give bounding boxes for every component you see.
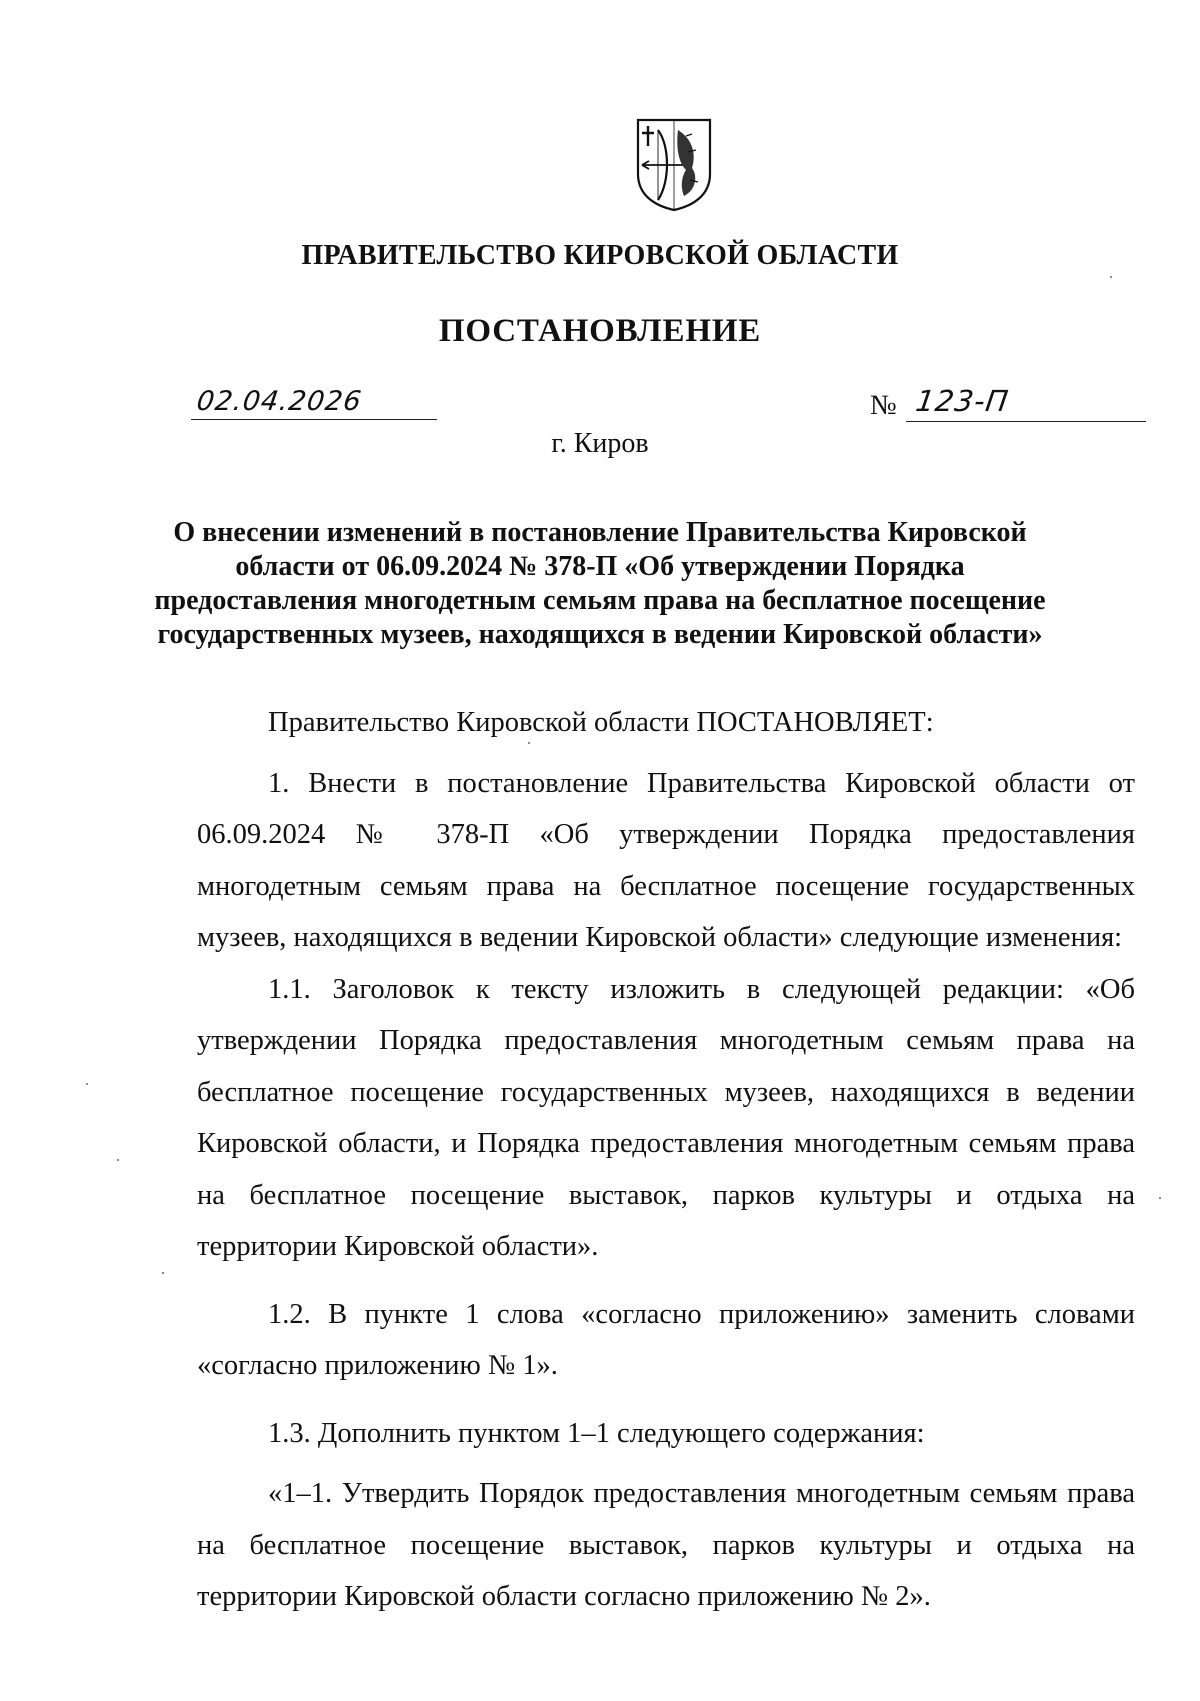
paragraph-1-1-new: «1–1. Утвердить Порядок предоставления многодетным семьям права на бесплатное посещение выставок, парков культуры и отдыха на территории Кировской области согласно приложению № 2».	[197, 1478, 1135, 1612]
paragraph-1-2: 1.2. В пункте 1 слова «согласно приложению» заменить словами «согласно приложению № 1».	[197, 1298, 1135, 1381]
scan-speck	[86, 1083, 88, 1085]
document-number: 123-П	[913, 384, 1012, 418]
date-underline	[191, 419, 437, 420]
scan-speck	[1159, 1197, 1161, 1199]
scan-speck	[162, 1272, 164, 1274]
scan-speck	[117, 1159, 119, 1161]
authority-name: ПРАВИТЕЛЬСТВО КИРОВСКОЙ ОБЛАСТИ	[301, 240, 899, 271]
paragraph-1-1: 1.1. Заголовок к тексту изложить в следующей редакции: «Об утверждении Порядка предоставления многодетным семьям права на бесплатное посещение государственных музеев, находящихся в ведении Кировской области, и Порядка предоставления многодетным семьям права на бесплатное посещение выставок, парков культуры и отдыха на территории Кировской области».	[197, 973, 1135, 1262]
city-name: г. Киров	[551, 428, 649, 459]
document-title: О внесении изменений в постановление Правительства Кировской области от 06.09.2024 № 378-П «Об утверждении Порядка предоставления многодетным семьям права на бесплатное посещение государственных музеев, находящихся в ведении Кировской области»	[154, 517, 1046, 650]
number-sign: №	[870, 390, 897, 421]
scan-speck	[528, 742, 530, 744]
preamble-paragraph: Правительство Кировской области ПОСТАНОВЛЯЕТ:	[268, 707, 934, 738]
document-type: ПОСТАНОВЛЕНИЕ	[438, 313, 762, 349]
scan-speck	[1110, 276, 1112, 278]
coat-of-arms-icon	[634, 116, 714, 212]
paragraph-1-3: 1.3. Дополнить пунктом 1–1 следующего содержания:	[268, 1417, 925, 1449]
number-underline	[906, 421, 1146, 422]
paragraph-1: 1. Внести в постановление Правительства Кировской области от 06.09.2024 № 378-П «Об утверждении Порядка предоставления многодетным семьям права на бесплатное посещение государственных музеев, находящихся в ведении Кировской области» следующие изменения:	[197, 767, 1135, 953]
document-date: 02.04.2026	[194, 386, 364, 417]
document-body	[197, 697, 1135, 1623]
